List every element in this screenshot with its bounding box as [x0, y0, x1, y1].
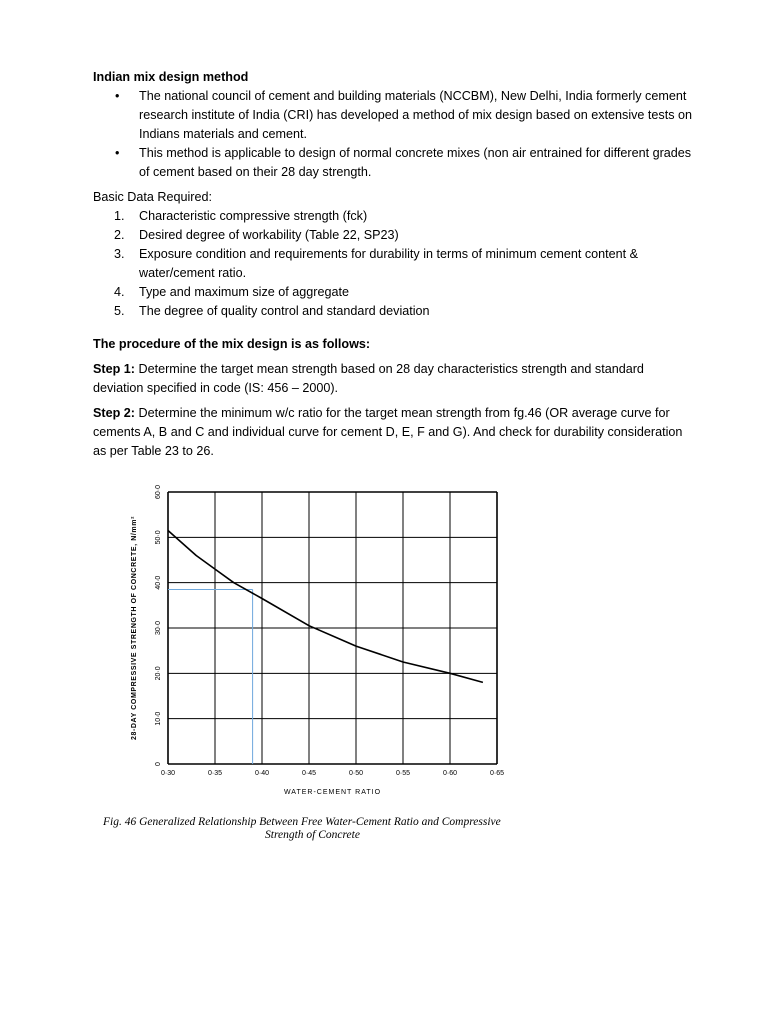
- list-item: [93, 207, 693, 226]
- list-number: 4.: [114, 285, 125, 299]
- list-text: The degree of quality control and standard deviation: [139, 304, 430, 318]
- list-item: [93, 283, 693, 302]
- bullet-item: • This method is applicable to design of normal concrete mixes (non air entrained for different grades of cement based on their 28 day strength.: [93, 144, 693, 182]
- caption-line-2: Strength of Concrete: [265, 829, 360, 841]
- section-heading: Indian mix design method: [93, 70, 249, 84]
- list-item: [93, 302, 693, 321]
- x-tick-label: 0·45: [301, 770, 317, 777]
- y-tick-label: 60·0: [155, 484, 162, 500]
- list-number: 1.: [114, 209, 125, 223]
- y-tick-label: 20·0: [155, 666, 162, 681]
- y-axis-label: 28-DAY COMPRESSIVE STRENGTH OF CONCRETE, N/mm²: [131, 515, 138, 741]
- list-item: [93, 226, 693, 245]
- list-number: 5.: [114, 304, 125, 318]
- list-text: Type and maximum size of aggregate: [139, 285, 350, 299]
- x-tick-label: 0·35: [207, 770, 223, 777]
- caption-line-1: Fig. 46 Generalized Relationship Between Free Water-Cement Ratio and Compressive: [103, 816, 501, 828]
- strength-vs-wc-chart: [100, 476, 620, 856]
- x-tick-label: 0·50: [348, 770, 364, 777]
- step-text: Determine the minimum w/c ratio for the target mean strength from fg.46 (OR average curve for cements A, B and C and individual curve for cement D, E, F and G). And check for durability consideration as per Table 23 to 26.: [93, 406, 683, 458]
- figure-caption: [103, 816, 583, 842]
- intro-bullet-list: [93, 87, 693, 182]
- step-label: Step 2:: [93, 406, 135, 420]
- y-tick-label: 10·0: [155, 711, 162, 726]
- x-tick-label: 0·40: [254, 770, 270, 777]
- bullet-item: • The national council of cement and building materials (NCCBM), New Delhi, India formerly cement research institute of India (CRI) has developed a method of mix design based on extensive tests on Indians materials and cement.: [93, 87, 693, 144]
- basic-data-title: Basic Data Required:: [93, 190, 213, 204]
- y-tick-label: 0: [155, 762, 162, 766]
- list-text: Characteristic compressive strength (fck): [139, 209, 368, 223]
- x-axis-label: WATER-CEMENT RATIO: [283, 789, 382, 796]
- procedure-heading: The procedure of the mix design is as follows:: [93, 337, 371, 351]
- y-tick-label: 30·0: [155, 620, 162, 636]
- list-item: [93, 245, 693, 283]
- step-1-paragraph: [93, 360, 693, 398]
- step-label: Step 1:: [93, 362, 135, 376]
- x-tick-label: 0·30: [160, 770, 176, 777]
- list-number: 2.: [114, 228, 125, 242]
- document-page: [93, 68, 693, 461]
- step-text: Determine the target mean strength based on 28 day characteristics strength and standard deviation specified in code (IS: 456 – 2000).: [93, 362, 644, 395]
- y-tick-label: 50·0: [155, 530, 162, 545]
- x-tick-label: 0·60: [442, 770, 458, 777]
- list-text: Exposure condition and requirements for durability in terms of minimum cement content & water/cement ratio.: [139, 247, 639, 280]
- list-number: 3.: [114, 247, 125, 261]
- x-tick-label: 0·65: [489, 770, 505, 777]
- list-text: Desired degree of workability (Table 22, SP23): [139, 228, 399, 242]
- y-tick-label: 40·0: [155, 575, 162, 590]
- x-tick-label: 0·55: [395, 770, 411, 777]
- basic-data-list: [93, 207, 693, 321]
- step-2-paragraph: [93, 404, 693, 461]
